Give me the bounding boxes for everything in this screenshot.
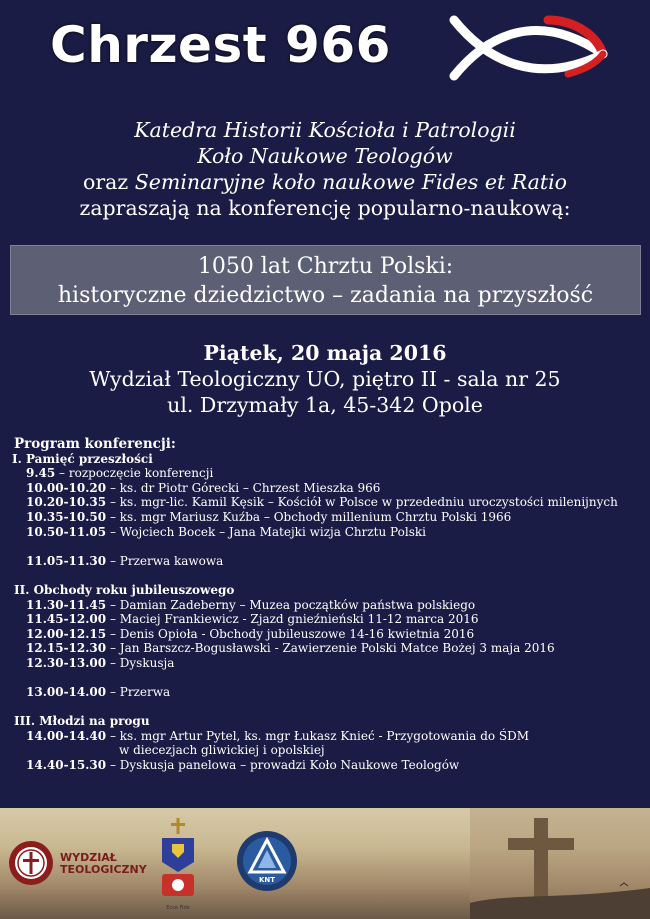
faculty-logo-text [60, 852, 147, 876]
organizer-line-3 [0, 169, 650, 195]
schedule-text: – Denis Opioła - Obchody jubileuszowe 14-16 kwietnia 2016 [106, 626, 475, 641]
schedule-item [14, 598, 618, 613]
schedule-time: 12.00-12.15 [26, 626, 107, 641]
invitation-line: zapraszają na konferencję popularno-naukową: [79, 196, 571, 220]
schedule-time: 14.00-14.40 [26, 728, 107, 743]
schedule-item [14, 656, 618, 671]
schedule-text: – ks. mgr Mariusz Kuźba – Obchody millenium Chrztu Polski 1966 [106, 509, 512, 524]
crest-caption: Ecce Fide [166, 905, 190, 911]
schedule-text: – Jan Barszcz-Bogusławski - Zawierzenie Polski Matce Bożej 3 maja 2016 [106, 641, 555, 656]
section-title: I. Pamięć przeszłości [12, 451, 153, 466]
schedule-item [14, 495, 618, 510]
schedule-text: – ks. mgr Artur Pytel, ks. mgr Łukasz Knieć - Przygotowania do ŚDM [106, 728, 530, 743]
schedule-text: – Przerwa kawowa [106, 553, 224, 568]
ichthys-flag-icon [448, 14, 608, 82]
schedule-item [14, 627, 618, 642]
date-location-block [0, 340, 650, 418]
organizers-block [0, 117, 650, 221]
section-title: III. Młodzi na progu [14, 714, 150, 729]
program-schedule [14, 437, 618, 773]
schedule-text: – Damian Zadeberny – Muzea początków państwa polskiego [106, 597, 476, 612]
seminary-crest-icon [158, 818, 198, 902]
conference-address: ul. Drzymały 1a, 45-342 Opole [167, 393, 483, 417]
knt-label: KNT [258, 876, 276, 884]
schedule-time: 10.00-10.20 [26, 480, 107, 495]
schedule-time: 12.30-13.00 [26, 655, 107, 670]
poster-title: Chrzest 966 [50, 16, 391, 74]
conference-date: Piątek, 20 maja 2016 [203, 341, 447, 365]
schedule-text: – Wojciech Bocek – Jana Matejki wizja Chrztu Polski [106, 524, 426, 539]
schedule-time: 13.00-14.00 [26, 685, 107, 700]
schedule-item [14, 612, 618, 627]
schedule-text: – Maciej Frankiewicz - Zjazd gnieźnieński 11-12 marca 2016 [106, 612, 479, 627]
faculty-logo-line-1: WYDZIAŁ [60, 851, 117, 864]
organizer-line-3-prefix: oraz [83, 170, 135, 194]
schedule-item [14, 510, 618, 525]
schedule-break [14, 554, 618, 569]
schedule-text: – Dyskusja panelowa – prowadzi Koło Naukowe Teologów [106, 758, 460, 773]
schedule-item [14, 481, 618, 496]
schedule-text: – ks. dr Piotr Górecki – Chrzest Mieszka 966 [106, 480, 381, 495]
schedule-time: 10.20-10.35 [26, 495, 107, 510]
faculty-logo-line-2: TEOLOGICZNY [60, 863, 147, 876]
cross-landscape-icon [470, 808, 650, 919]
schedule-item [14, 466, 618, 481]
organizer-line-2: Koło Naukowe Teologów [197, 144, 453, 168]
schedule-time: 12.15-12.30 [26, 641, 107, 656]
schedule-break [14, 685, 618, 700]
conference-title-line-2: historyczne dziedzictwo – zadania na przyszłość [57, 283, 594, 308]
program-heading: Program konferencji: [14, 436, 176, 452]
schedule-text: – Dyskusja [106, 655, 175, 670]
schedule-item [14, 758, 618, 773]
schedule-time: 11.05-11.30 [26, 553, 107, 568]
schedule-item-continuation: w diecezjach gliwickiej i opolskiej [119, 743, 325, 758]
schedule-text: – Przerwa [106, 685, 171, 700]
conference-title-line-1: 1050 lat Chrztu Polski: [197, 254, 454, 279]
schedule-time: 10.35-10.50 [26, 509, 107, 524]
schedule-item [14, 729, 618, 744]
schedule-time: 10.50-11.05 [26, 524, 107, 539]
organizer-line-3-italic: Seminaryjne koło naukowe Fides et Ratio [134, 170, 567, 194]
knt-club-logo-icon [236, 830, 298, 892]
conference-venue: Wydział Teologiczny UO, piętro II - sala nr 25 [89, 367, 561, 391]
schedule-time: 11.30-11.45 [26, 597, 107, 612]
organizer-line-1: Katedra Historii Kościoła i Patrologii [134, 118, 516, 142]
schedule-time: 9.45 [26, 466, 56, 481]
footer-logos [0, 808, 650, 919]
schedule-text: – ks. mgr-lic. Kamil Kęsik – Kościół w Polsce w przededniu uroczystości milenijnych [106, 495, 618, 510]
university-seal-icon [8, 840, 54, 886]
section-title: II. Obchody roku jubileuszowego [14, 582, 235, 597]
schedule-item [14, 525, 618, 540]
schedule-time: 14.40-15.30 [26, 758, 107, 773]
conference-title-banner [10, 245, 641, 315]
schedule-text: – rozpoczęcie konferencji [55, 466, 214, 481]
schedule-time: 11.45-12.00 [26, 612, 107, 627]
schedule-item [14, 641, 618, 656]
